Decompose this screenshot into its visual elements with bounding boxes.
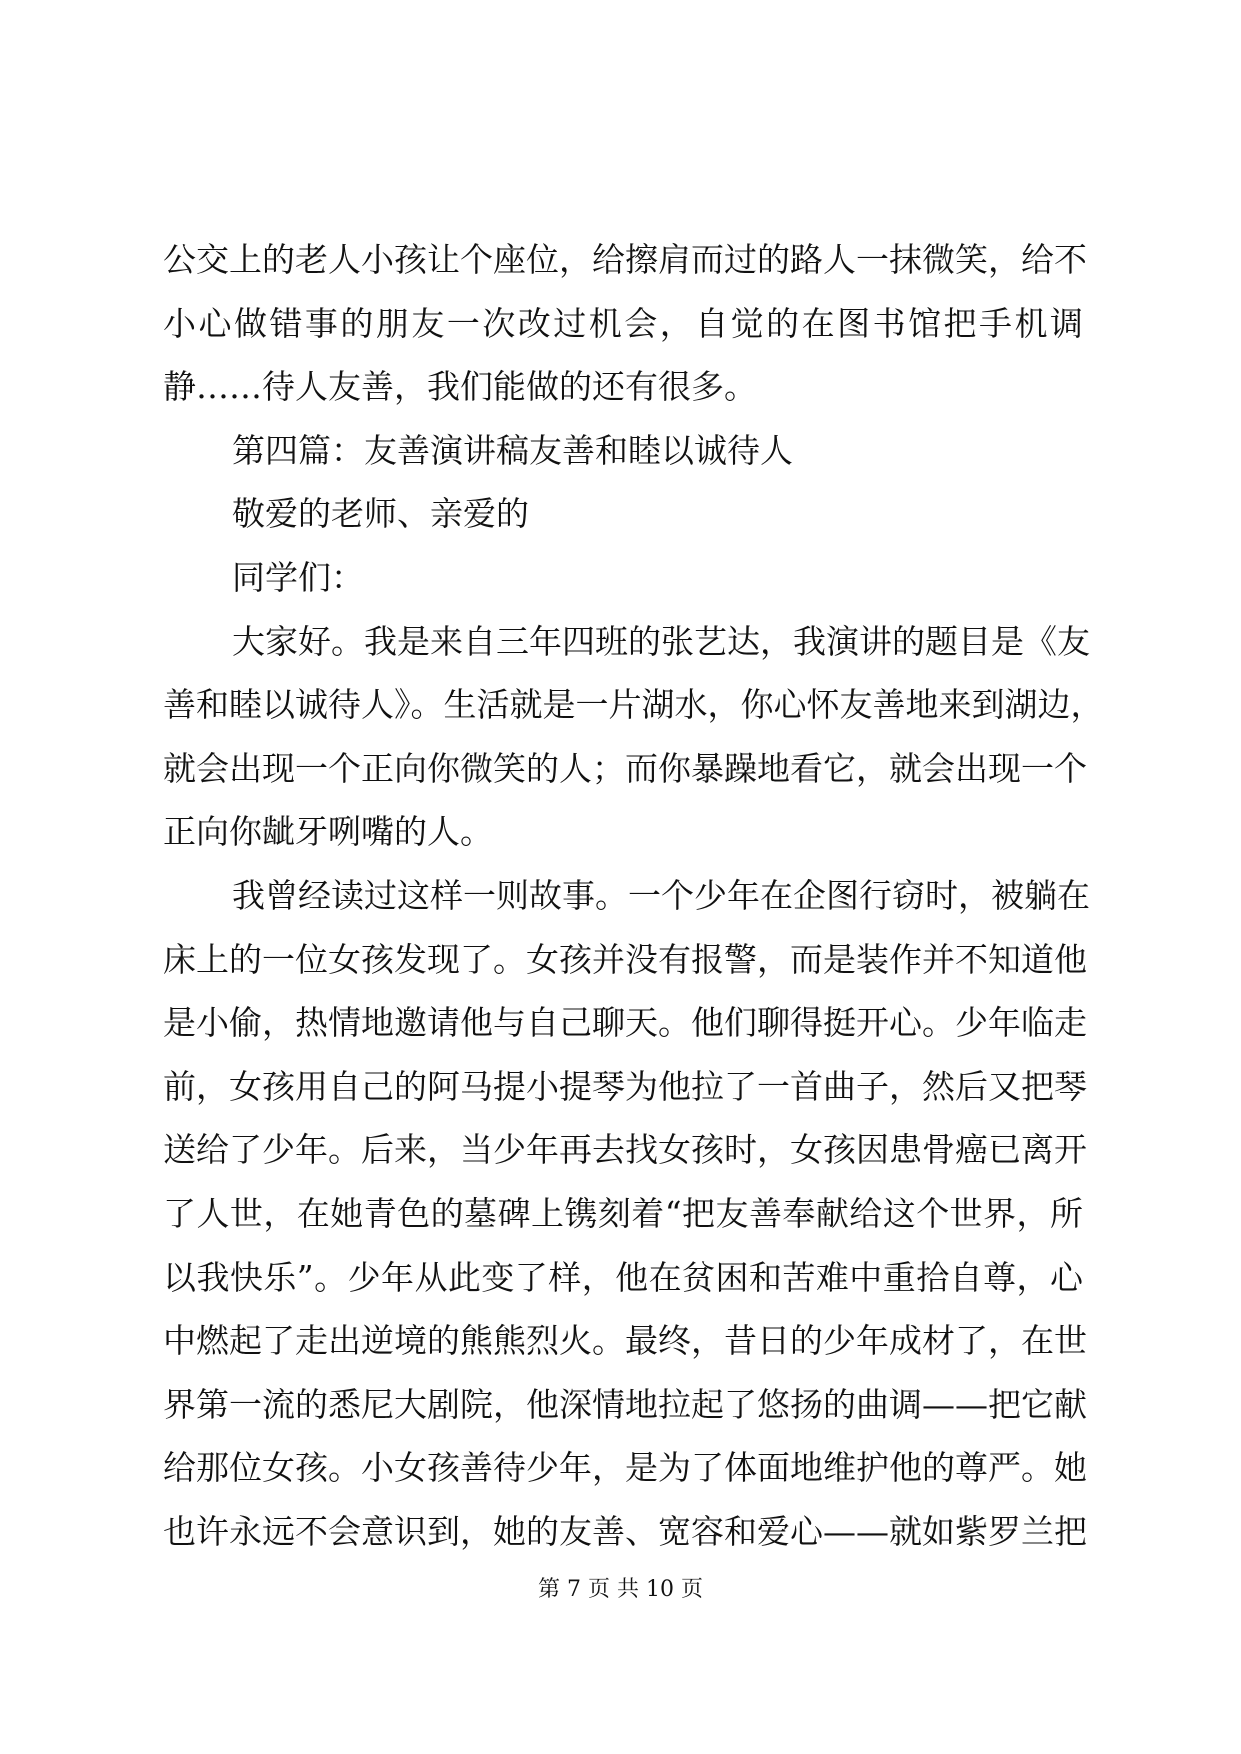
paragraph-line: 以我快乐”。少年从此变了样，他在贫困和苦难中重拾自尊，心 [163, 1257, 1083, 1297]
paragraph-line: 公交上的老人小孩让个座位，给擦肩而过的路人一抹微笑，给不 [163, 240, 1087, 279]
paragraph-line: 是小偷，热情地邀请他与自己聊天。他们聊得挺开心。少年临走 [163, 1003, 1087, 1043]
page-number-footer: 第 7 页 共 10 页 [538, 1577, 703, 1602]
paragraph-line: 就会出现一个正向你微笑的人；而你暴躁地看它，就会出现一个 [163, 748, 1087, 788]
paragraph-line: 我曾经读过这样一则故事。一个少年在企图行窃时，被躺在 [232, 875, 1090, 915]
section-heading: 第四篇：友善演讲稿友善和睦以诚待人 [232, 430, 793, 470]
salutation-line: 同学们： [232, 557, 364, 597]
paragraph-line: 送给了少年。后来，当少年再去找女孩时，女孩因患骨癌已离开 [163, 1130, 1087, 1170]
paragraph-line: 静……待人友善，我们能做的还有很多。 [163, 367, 757, 407]
paragraph-line: 界第一流的悉尼大剧院，他深情地拉起了悠扬的曲调——把它献 [163, 1384, 1087, 1424]
paragraph-line: 床上的一位女孩发现了。女孩并没有报警，而是装作并不知道他 [163, 939, 1087, 979]
paragraph-line: 也许永远不会意识到，她的友善、宽容和爱心——就如紫罗兰把 [163, 1511, 1087, 1551]
paragraph-line: 小心做错事的朋友一次改过机会，自觉的在图书馆把手机调 [163, 303, 1083, 343]
salutation-line: 敬爱的老师、亲爱的 [232, 494, 529, 534]
paragraph-line: 中燃起了走出逆境的熊熊烈火。最终，昔日的少年成材了，在世 [163, 1321, 1087, 1361]
paragraph-line: 前，女孩用自己的阿马提小提琴为他拉了一首曲子，然后又把琴 [163, 1066, 1087, 1106]
paragraph-line: 给那位女孩。小女孩善待少年，是为了体面地维护他的尊严。她 [163, 1448, 1087, 1488]
paragraph-line: 正向你龇牙咧嘴的人。 [163, 812, 493, 852]
document-body [163, 228, 1104, 1563]
paragraph-line: 善和睦以诚待人》。生活就是一片湖水，你心怀友善地来到湖边， [163, 685, 1104, 725]
paragraph-line: 了人世，在她青色的墓碑上镌刻着“把友善奉献给这个世界，所 [163, 1193, 1083, 1233]
paragraph-line: 大家好。我是来自三年四班的张艺达，我演讲的题目是《友 [232, 621, 1090, 661]
